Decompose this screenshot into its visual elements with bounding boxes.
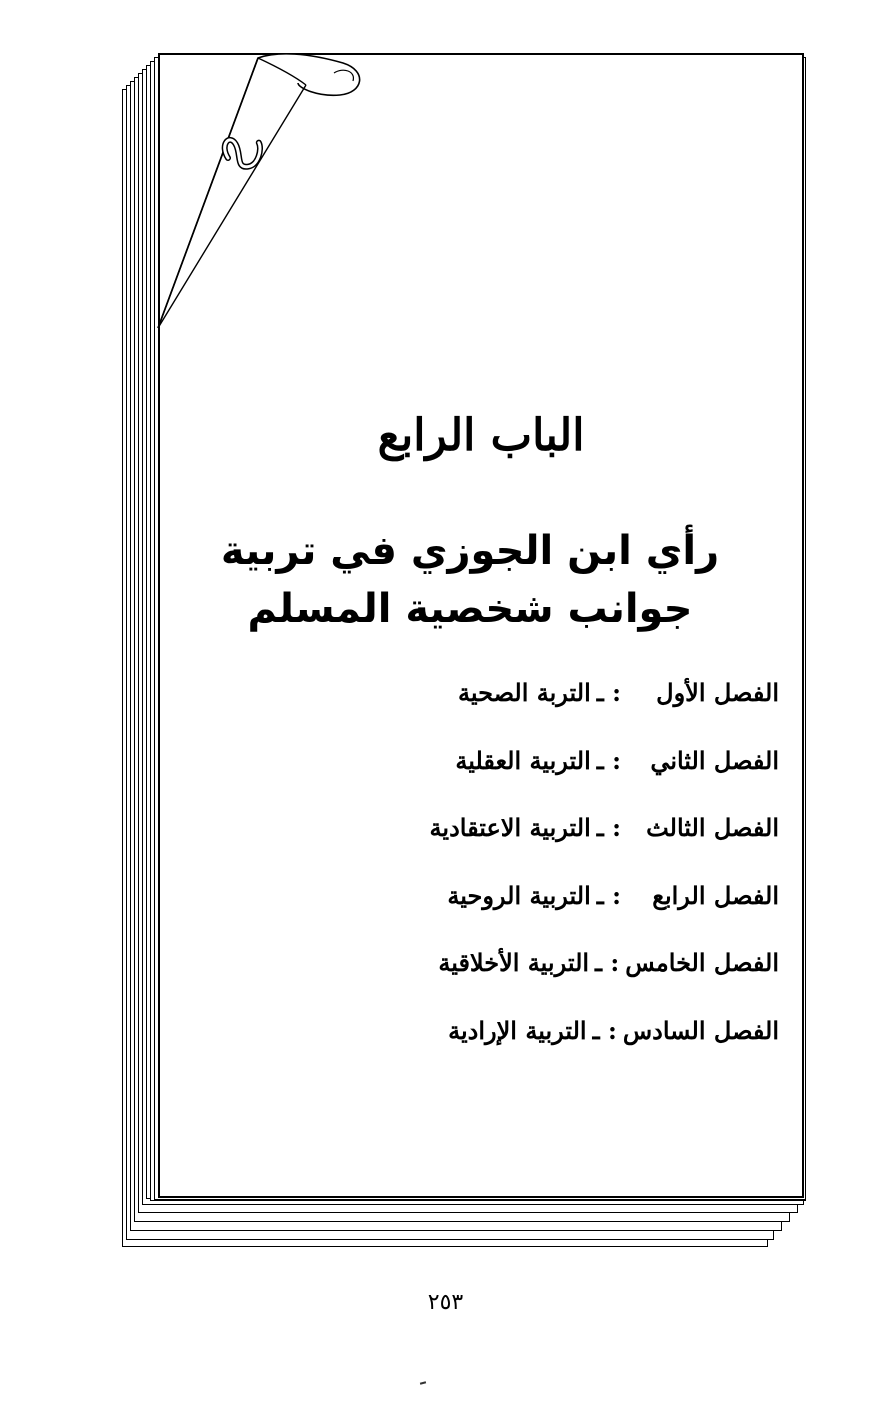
chapter-title: التربة الصحية bbox=[457, 678, 591, 707]
chapter-item bbox=[279, 803, 779, 871]
chapter-item bbox=[279, 736, 779, 804]
page-curl-illustration bbox=[158, 53, 378, 333]
chapter-title: التربية الإرادية bbox=[448, 1015, 587, 1045]
chapter-separator: : ـ bbox=[592, 1015, 617, 1045]
chapter-item bbox=[279, 1006, 779, 1074]
chapter-title: التربية الروحية bbox=[447, 880, 591, 910]
chapter-list bbox=[279, 668, 779, 1073]
chapter-label: الفصل الأول bbox=[656, 678, 779, 707]
chapter-title: التربية الاعتقادية bbox=[429, 813, 591, 842]
chapter-item bbox=[279, 938, 779, 1006]
chapter-label: الفصل الخامس bbox=[625, 948, 779, 977]
chapter-title: التربية العقلية bbox=[455, 745, 591, 775]
chapter-separator: : ـ bbox=[596, 745, 621, 775]
chapter-item bbox=[279, 871, 779, 939]
chapter-separator: : ـ bbox=[596, 678, 621, 707]
scan-speck bbox=[420, 1381, 426, 1384]
chapter-label: الفصل الثالث bbox=[646, 813, 779, 842]
chapter-label: الفصل السادس bbox=[622, 1015, 779, 1045]
chapter-label: الفصل الرابع bbox=[652, 880, 779, 910]
chapter-item bbox=[279, 668, 779, 736]
part-title: الباب الرابع bbox=[377, 410, 585, 461]
main-title-line-1: رأي ابن الجوزي في تربية bbox=[220, 528, 720, 574]
page-number: ٢٥٣ bbox=[427, 1290, 464, 1315]
main-title-line-2: جوانب شخصية المسلم bbox=[247, 586, 693, 632]
chapter-separator: : ـ bbox=[596, 880, 621, 910]
chapter-title: التربية الأخلاقية bbox=[438, 948, 590, 977]
chapter-separator: : ـ bbox=[595, 948, 620, 977]
chapter-label: الفصل الثاني bbox=[650, 745, 779, 775]
chapter-separator: : ـ bbox=[596, 813, 621, 842]
